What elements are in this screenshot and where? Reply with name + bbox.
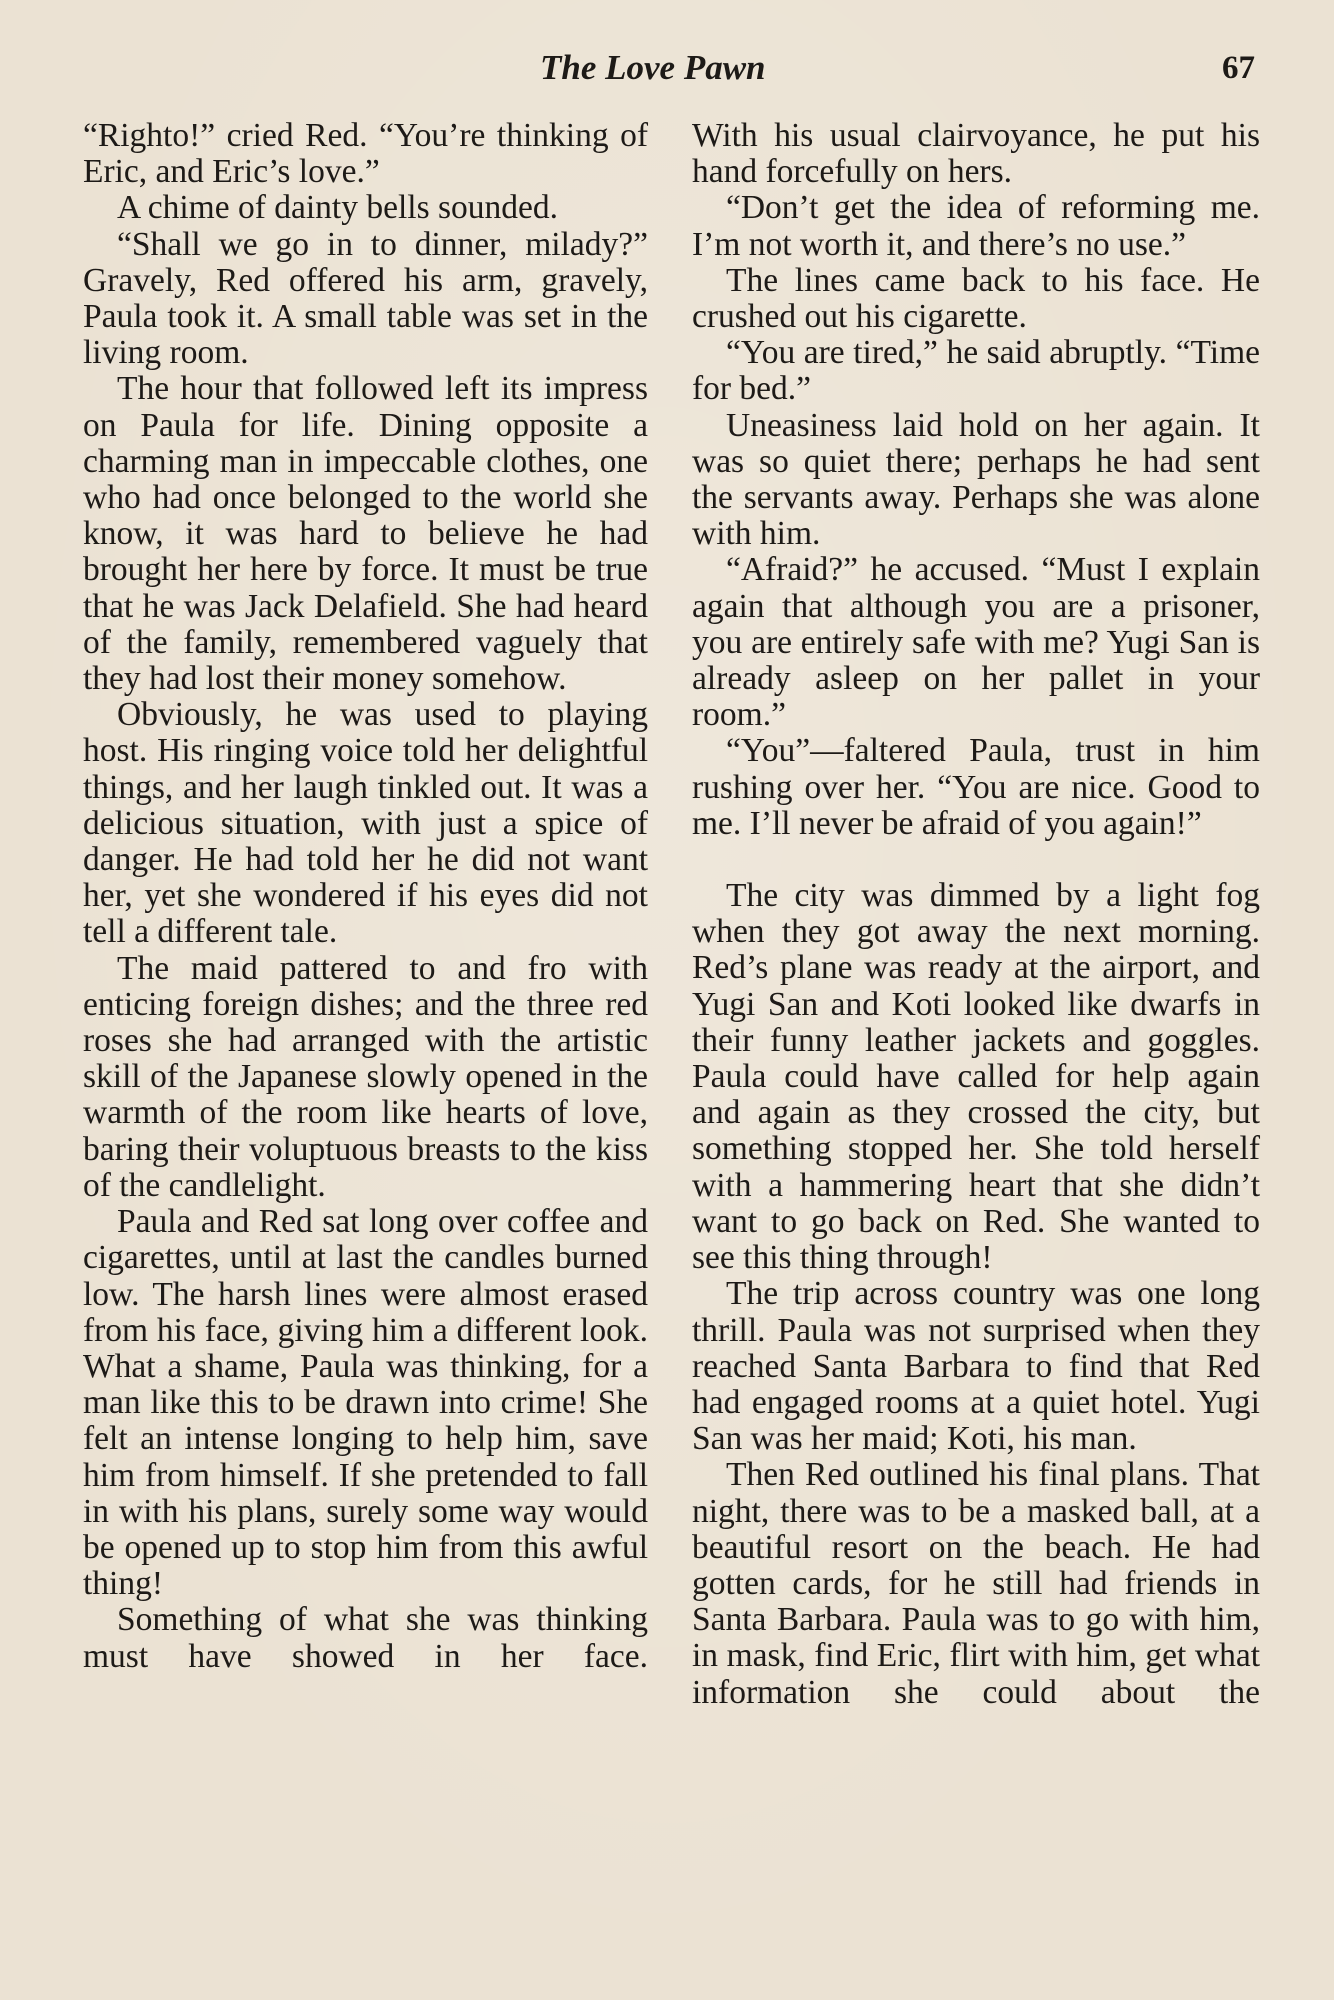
paragraph: The lines came back to his face. He crushed out his cigarette. xyxy=(692,261,1260,336)
paragraph: Something of what she was thinking must have showed in her face. xyxy=(83,1601,648,1675)
paragraph: The hour that followed left its impress on Paula for life. Dining opposite a charming man in impeccable clothes, one who had once belonged to the world she know, it was hard to believe he had brought her here by force. It must be true that he was Jack Delafield. She had heard of the family, remembered vaguely that they had lost their money somehow. xyxy=(83,370,648,698)
paragraph: “You are tired,” he said abruptly. “Time for bed.” xyxy=(692,334,1260,408)
right-column xyxy=(692,118,1260,1711)
paragraph: “Shall we go in to dinner, milady?” Gravely, Red offered his arm, gravely, Paula took it. A small table was set in the living room. xyxy=(83,225,648,372)
page-header xyxy=(0,46,1334,96)
page-number: 67 xyxy=(1222,50,1255,86)
paragraph: Obviously, he was used to playing host. His ringing voice told her delightful things, and her laugh tinkled out. It was a delicious situation, with just a spice of danger. He had told her he did not want her, yet she wondered if his eyes did not tell a different tale. xyxy=(83,696,648,951)
paragraph: A chime of dainty bells sounded. xyxy=(117,189,559,227)
section-break xyxy=(692,842,1260,878)
paragraph: With his usual clairvoyance, he put his hand forcefully on hers. xyxy=(692,117,1260,191)
paragraph: “Don’t get the idea of reforming me. I’m not worth it, and there’s no use.” xyxy=(692,189,1260,263)
paragraph: The maid pattered to and fro with enticing foreign dishes; and the three red roses she had arranged with the artistic skill of the Japanese slowly opened in the warmth of the room like hearts of love, baring their voluptuous breasts to the kiss of the candlelight. xyxy=(83,949,648,1204)
paragraph: “Afraid?” he accused. “Must I explain again that although you are a prisoner, you are entirely safe with me? Yugi San is already asleep on her pallet in your room.” xyxy=(692,551,1260,734)
paragraph: The city was dimmed by a light fog when they got away the next morning. Red’s plane was ready at the airport, and Yugi San and Koti looked like dwarfs in their funny leather jackets and goggles. Paula could have called for help again and again as they crossed the city, but something stopped her. She told herself with a hammering heart that she didn’t want to go back on Red. She wanted to see this thing through! xyxy=(692,877,1260,1277)
paragraph: Then Red outlined his final plans. That night, there was to be a masked ball, at a beautiful resort on the beach. He had gotten cards, for he still had friends in Santa Barbara. Paula was to go with him, in mask, find Eric, flirt with him, get what information she could about the xyxy=(692,1456,1260,1711)
paragraph: “Righto!” cried Red. “You’re thinking of Eric, and Eric’s love.” xyxy=(83,117,648,191)
paragraph: Uneasiness laid hold on her again. It was so quiet there; perhaps he had sent the servants away. Perhaps she was alone with him. xyxy=(692,406,1260,553)
paragraph: “You”—faltered Paula, trust in him rushing over her. “You are nice. Good to me. I’ll never be afraid of you again!” xyxy=(692,732,1260,842)
paragraph: The trip across country was one long thrill. Paula was not surprised when they reached Santa Barbara to find that Red had engaged rooms at a quiet hotel. Yugi San was her maid; Koti, his man. xyxy=(692,1275,1260,1458)
running-title: The Love Pawn xyxy=(540,48,766,87)
left-column xyxy=(83,118,648,1675)
paragraph: Paula and Red sat long over coffee and cigarettes, until at last the candles burned low. The harsh lines were almost erased from his face, giving him a different look. What a shame, Paula was thinking, for a man like this to be drawn into crime! She felt an intense longing to help him, save him from himself. If she pretended to fall in with his plans, surely some way would be opened up to stop him from this awful thing! xyxy=(83,1203,648,1603)
